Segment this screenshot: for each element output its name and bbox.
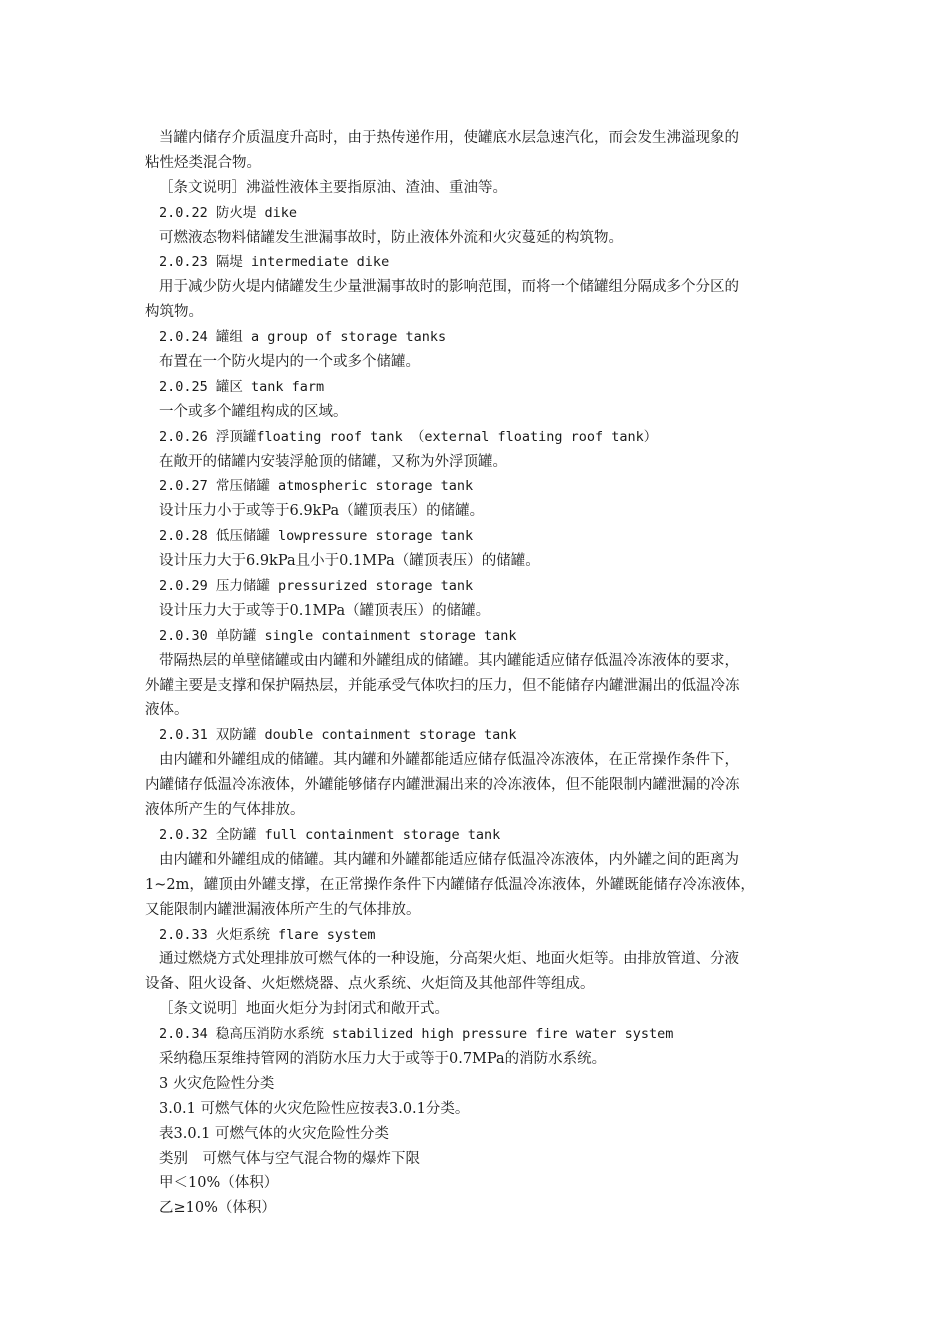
- clause-heading: 2.0.34 稳高压消防水系统 stabilized high pressure fire water system: [159, 1026, 674, 1043]
- text-line: 当罐内储存介质温度升高时，由于热传递作用，使罐底水层急速汽化，而会发生沸溢现象的: [159, 130, 739, 146]
- text-line: 液体所产生的气体排放。: [145, 802, 305, 819]
- text-line: 通过燃烧方式处理排放可燃气体的一种设施，分高架火炬、地面火炬等。由排放管道、分液: [159, 951, 739, 968]
- clause-heading: 2.0.25 罐区 tank farm: [159, 378, 325, 395]
- document-page: [145, 126, 805, 1221]
- text-line: 构筑物。: [145, 304, 203, 321]
- text-line: 液体。: [145, 702, 189, 719]
- text-line: 甲＜10%（体积）: [159, 1175, 279, 1192]
- clause-heading: 2.0.27 常压储罐 atmospheric storage tank: [159, 478, 474, 495]
- text-line: 设备、阻火设备、火炬燃烧器、点火系统、火炬筒及其他部件等组成。: [145, 976, 595, 993]
- text-line: 3.0.1 可燃气体的火灾危险性应按表3.0.1分类。: [159, 1100, 470, 1117]
- text-line: 一个或多个罐组构成的区域。: [159, 403, 348, 420]
- clause-heading: 2.0.33 火炬系统 flare system: [159, 926, 376, 943]
- text-line: 类别 可燃气体与空气混合物的爆炸下限: [159, 1150, 420, 1167]
- text-line: 设计压力大于6.9kPa且小于0.1MPa（罐顶表压）的储罐。: [159, 553, 540, 570]
- clause-heading: 2.0.28 低压储罐 lowpressure storage tank: [159, 528, 474, 545]
- text-line: 由内罐和外罐组成的储罐。其内罐和外罐都能适应储存低温冷冻液体，内外罐之间的距离为: [159, 851, 739, 868]
- text-line: 3 火灾危险性分类: [159, 1075, 275, 1092]
- clause-heading: 2.0.23 隔堤 intermediate dike: [159, 254, 390, 271]
- text-line: 设计压力小于或等于6.9kPa（罐顶表压）的储罐。: [159, 503, 485, 520]
- text-line: 可燃液态物料储罐发生泄漏事故时，防止液体外流和火灾蔓延的构筑物。: [159, 229, 623, 246]
- clause-heading: 2.0.32 全防罐 full containment storage tank: [159, 826, 501, 843]
- text-line: 采纳稳压泵维持管网的消防水压力大于或等于0.7MPa的消防水系统。: [159, 1050, 607, 1067]
- clause-heading: 2.0.22 防火堤 dike: [159, 204, 298, 221]
- text-line: 用于减少防火堤内储罐发生少量泄漏事故时的影响范围，而将一个储罐组分隔成多个分区的: [159, 279, 739, 296]
- text-line: 乙≥10%（体积）: [159, 1200, 276, 1217]
- text-line: 设计压力大于或等于0.1MPa（罐顶表压）的储罐。: [159, 602, 491, 619]
- text-line: 带隔热层的单壁储罐或由内罐和外罐组成的储罐。其内罐能适应储存低温冷冻液体的要求，: [159, 652, 739, 669]
- text-line: 由内罐和外罐组成的储罐。其内罐和外罐都能适应储存低温冷冻液体，在正常操作条件下，: [159, 752, 739, 769]
- text-line: 表3.0.1 可燃气体的火灾危险性分类: [159, 1125, 390, 1142]
- text-line: 在敞开的储罐内安装浮舱顶的储罐，又称为外浮顶罐。: [159, 453, 507, 470]
- clause-heading: 2.0.29 压力储罐 pressurized storage tank: [159, 578, 474, 595]
- clause-heading: 2.0.31 双防罐 double containment storage tank: [159, 727, 517, 744]
- text-line: 内罐储存低温冷冻液体，外罐能够储存内罐泄漏出来的冷冻液体，但不能限制内罐泄漏的冷冻: [145, 777, 740, 794]
- text-line: 粘性烃类混合物。: [145, 154, 261, 171]
- text-line: 布置在一个防火堤内的一个或多个储罐。: [159, 354, 420, 371]
- text-line: ［条文说明］沸溢性液体主要指原油、渣油、重油等。: [159, 179, 507, 196]
- clause-heading: 2.0.30 单防罐 single containment storage tank: [159, 627, 517, 644]
- text-line: ［条文说明］地面火炬分为封闭式和敞开式。: [159, 1001, 449, 1018]
- clause-heading: 2.0.26 浮顶罐floating roof tank （external floating roof tank）: [159, 428, 658, 445]
- text-line: 又能限制内罐泄漏液体所产生的气体排放。: [145, 901, 421, 918]
- clause-heading: 2.0.24 罐组 a group of storage tanks: [159, 329, 447, 346]
- text-line: 外罐主要是支撑和保护隔热层，并能承受气体吹扫的压力，但不能储存内罐泄漏出的低温冷冻: [145, 677, 740, 694]
- text-line: 1~2m，罐顶由外罐支撑，在正常操作条件下内罐储存低温冷冻液体，外罐既能储存冷冻液体，: [145, 876, 755, 893]
